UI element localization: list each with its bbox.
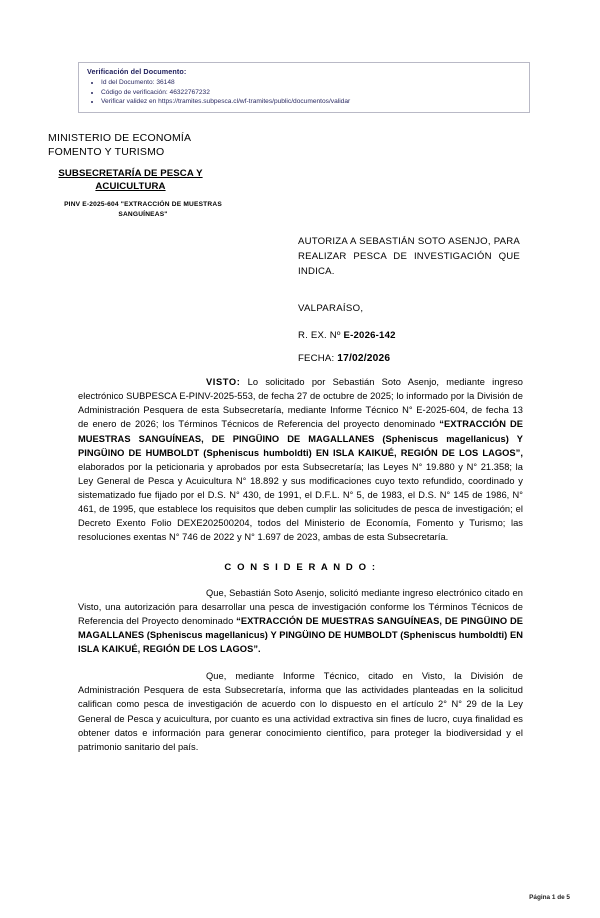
resolution-label: R. EX. Nº <box>298 330 341 341</box>
considerando-1-text: Que, Sebastián Soto Asenjo, solicitó mediante ingreso electrónico citado en Visto, una autorización para desarrollar una pesca de investigación conforme los Términos Técnicos de Referencia del Proyecto denominado <box>78 587 523 626</box>
visto-paragraph <box>78 375 523 545</box>
date-label: FECHA: <box>298 353 335 364</box>
resolution-line <box>298 330 396 341</box>
project-code: PINV E-2025-604 "EXTRACCIÓN DE MUESTRAS SANGUÍNEAS" <box>64 201 222 219</box>
considerando-paragraph-2 <box>78 669 523 754</box>
date-value: 17/02/2026 <box>337 353 391 364</box>
visto-text-second: elaborados por la peticionaria y aprobados por esta Subsecretaría; las Leyes N° 19.880 y N° 21.358; la Ley General de Pesca y Acuicultura N° 18.892 y sus modificaciones cuyo texto refundido, coordinado y sistematizado fue fijado por el D.S. N° 430, de 1991, el D.F.L. N° 5, de 1983, el D.S. N° 145 de 1986, N° 461, de 1995, que establece los requisitos que deben cumplir las solicitudes de pesca de investigación; el Decreto Exento Folio DEXE202500204, todos del Ministerio de Economía, Fomento y Turismo; las resoluciones exentas N° 746 de 2022 y N° 1.697 de 2023, ambas de esta Subsecretaría. <box>78 461 523 543</box>
page-number: Página 1 de 5 <box>529 894 570 901</box>
subsecretaria-name: SUBSECRETARÍA DE PESCA Y ACUICULTURA <box>58 168 203 193</box>
ministry-line-2: FOMENTO Y TURISMO <box>48 146 165 159</box>
resolution-number: E-2026-142 <box>343 330 396 341</box>
issue-place: VALPARAÍSO, <box>298 303 364 314</box>
verification-item: • Código de verificación: 46322767232 <box>101 88 523 98</box>
letterhead <box>48 131 298 220</box>
considerando-1-project-title: “EXTRACCIÓN DE MUESTRAS SANGUÍNEAS, DE PINGÜINO DE MAGALLANES (Spheniscus magellanicus) Y PINGÜINO DE HUMBOLDT (Spheniscus humboldti) EN ISLA KAIKUÉ, REGIÓN DE LOS LAGOS”. <box>78 615 523 654</box>
ministry-line-1: MINISTERIO DE ECONOMÍA <box>48 132 192 144</box>
document-body <box>78 375 523 754</box>
issue-date-line <box>298 353 390 364</box>
verification-item: • Id del Documento: 36148 <box>101 78 523 88</box>
authorization-subject: AUTORIZA A SEBASTIÁN SOTO ASENJO, PARA REALIZAR PESCA DE INVESTIGACIÓN QUE INDICA. <box>298 236 520 277</box>
considerando-heading: C O N S I D E R A N D O : <box>224 561 377 573</box>
considerando-2-text: Que, mediante Informe Técnico, citado en Visto, la División de Administración Pesquera de esta Subsecretaría, informa que las actividades planteadas en la solicitud califican como pesca de investigación de acuerdo con lo dispuesto en el artículo 2° N° 29 de la Ley General de Pesca y acuicultura, por cuanto es una actividad extractiva sin fines de lucro, cuya finalidad es obtener datos e información para generar conocimiento científico, para proteger la biodiversidad y el patrimonio sanitario del país. <box>78 671 523 752</box>
considerando-paragraph-1 <box>78 586 523 657</box>
document-verification-box <box>78 62 530 113</box>
visto-project-title: “EXTRACCIÓN DE MUESTRAS SANGUÍNEAS, DE PINGÜINO DE MAGALLANES (Spheniscus magellanicus) Y PINGÜINO DE HUMBOLDT (Spheniscus humboldti) EN ISLA KAIKUÉ, REGIÓN DE LOS LAGOS”, <box>78 419 523 458</box>
visto-label: VISTO: <box>206 377 241 387</box>
verification-list <box>85 78 523 107</box>
verification-item: • Verificar validez en https://tramites.subpesca.cl/wf-tramites/public/documentos/validar <box>101 97 523 107</box>
verification-title: Verificación del Documento: <box>87 67 187 76</box>
visto-text-first: Lo solicitado por Sebastián Soto Asenjo, mediante ingreso electrónico SUBPESCA E-PINV-2025-553, de fecha 27 de octubre de 2025; lo informado por la División de Administración Pesquera de esta Subsecretaría, mediante Informe Técnico N° E-2025-604, de fecha 13 de enero de 2026; los Términos Técnicos de Referencia del proyecto denominado <box>78 377 523 430</box>
